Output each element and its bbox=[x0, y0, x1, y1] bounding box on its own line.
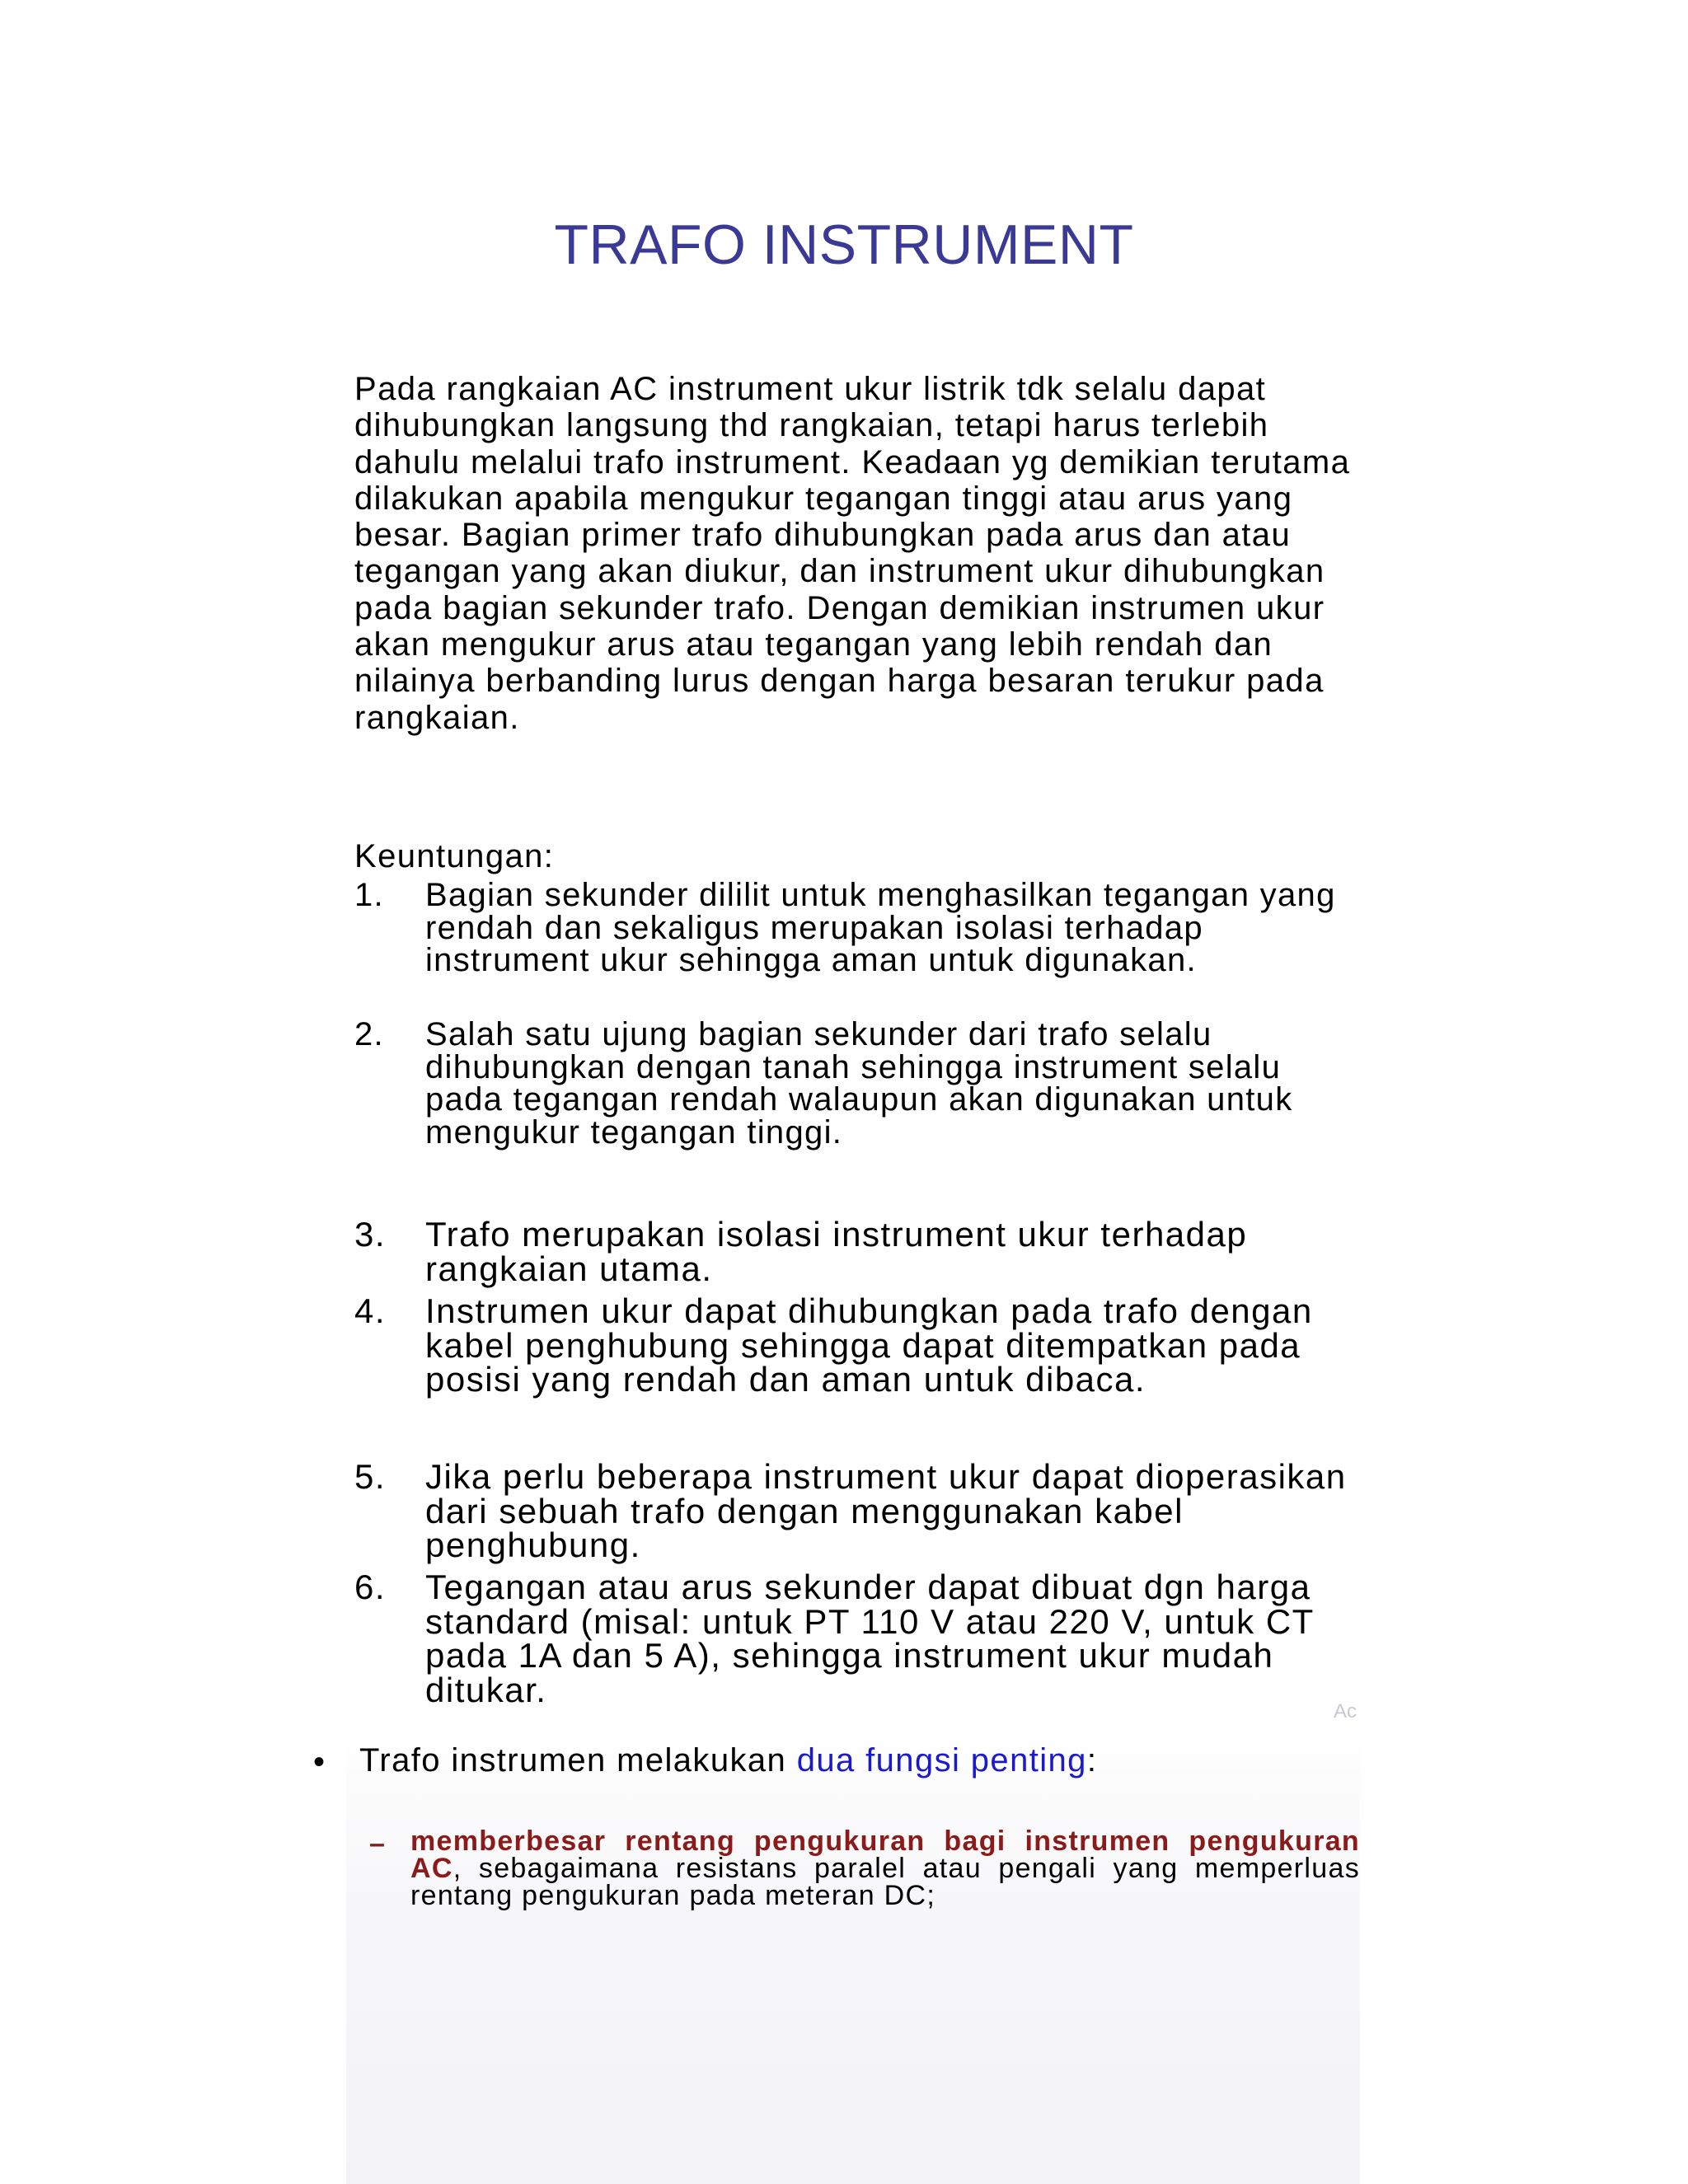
bullet-text-pre: Trafo instrumen melakukan bbox=[359, 1742, 797, 1779]
sub-bullet-post: , sebagaimana resistans paralel atau pengali yang memperluas rentang pengukuran pada meteran DC; bbox=[410, 1853, 1360, 1911]
keuntungan-label: Keuntungan: bbox=[354, 838, 555, 874]
list-item-text: Salah satu ujung bagian sekunder dari trafo selalu dihubungkan dengan tanah sehingga instrument selalu pada tegangan rendah walaupun akan digunakan untuk mengukur tegangan tinggi. bbox=[425, 1016, 1293, 1151]
bullet-text bbox=[359, 1744, 1360, 1777]
dash-icon: – bbox=[369, 1828, 385, 1859]
bullet-icon: • bbox=[313, 1744, 326, 1780]
sub-bullet-text bbox=[410, 1825, 1360, 1911]
list-item-text: Trafo merupakan isolasi instrument ukur terhadap rangkaian utama. bbox=[425, 1215, 1248, 1288]
page-shade bbox=[346, 1714, 1360, 2184]
list-item-number: 3. bbox=[354, 1215, 387, 1254]
list-item-number: 6. bbox=[354, 1568, 387, 1606]
list-item-text: Jika perlu beberapa instrument ukur dapat dioperasikan dari sebuah trafo dengan menggunakan kabel penghubung. bbox=[425, 1457, 1347, 1564]
list-item-number: 4. bbox=[354, 1291, 387, 1330]
list-item-text: Bagian sekunder dililit untuk menghasilkan tegangan yang rendah dan sekaligus merupakan isolasi terhadap instrument ukur sehingga aman untuk digunakan. bbox=[425, 877, 1336, 978]
list-item-text: Tegangan atau arus sekunder dapat dibuat dgn harga standard (misal: untuk PT 110 V atau 220 V, untuk CT pada 1A dan 5 A), sehingga instrument ukur mudah ditukar. bbox=[425, 1568, 1315, 1709]
list-item-number: 5. bbox=[354, 1457, 387, 1496]
sub-bullet-highlight: memberbesar rentang pengukuran bagi instrumen pengukuran AC bbox=[410, 1825, 1360, 1884]
bullet-text-highlight: dua fungsi penting bbox=[796, 1742, 1087, 1779]
list-item-text: Instrumen ukur dapat dihubungkan pada trafo dengan kabel penghubung sehingga dapat ditempatkan pada posisi yang rendah dan aman untuk dibaca. bbox=[425, 1291, 1313, 1399]
bullet-text-post: : bbox=[1086, 1742, 1098, 1779]
watermark-text: Ac bbox=[1334, 1700, 1357, 1722]
list-item-number: 1. bbox=[354, 877, 384, 913]
page-title: TRAFO INSTRUMENT bbox=[554, 213, 1134, 276]
list-item-number: 2. bbox=[354, 1016, 384, 1052]
intro-paragraph: Pada rangkaian AC instrument ukur listrik tdk selalu dapat dihubungkan langsung thd rangkaian, tetapi harus terlebih dahulu melalui trafo instrument. Keadaan yg demikian terutama dilakukan apabila mengukur tegangan tinggi atau arus yang besar. Bagian primer trafo dihubungkan pada arus dan atau tegangan yang akan diukur, dan instrument ukur dihubungkan pada bagian sekunder trafo. Dengan demikian instrumen ukur akan mengukur arus atau tegangan yang lebih rendah dan nilainya berbanding lurus dengan harga besaran terukur pada rangkaian. bbox=[354, 371, 1351, 736]
